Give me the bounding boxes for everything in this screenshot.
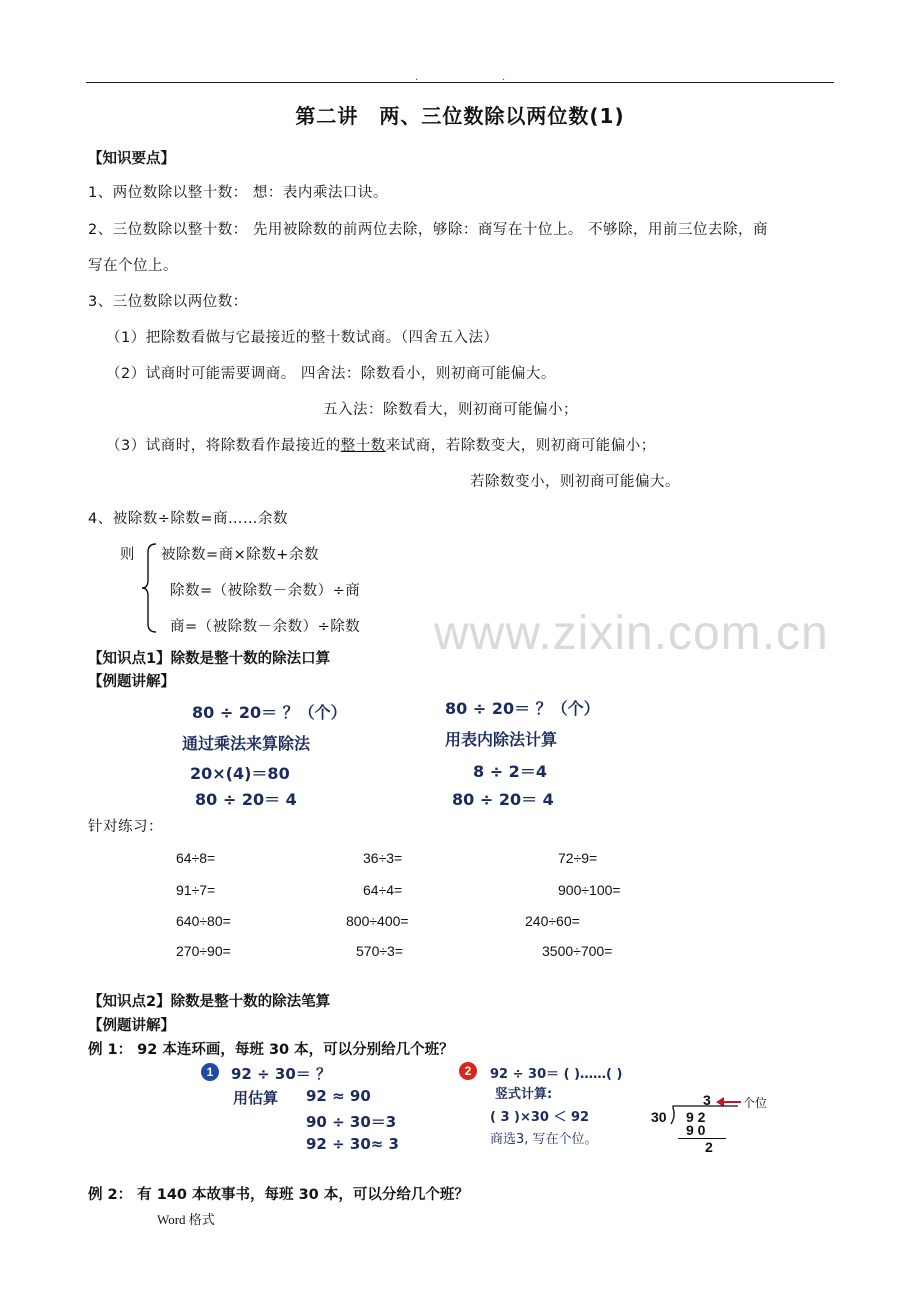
point-3-3-text-post: 来试商，若除数变大，则初商可能偏小； — [385, 438, 656, 454]
point-3-3 — [106, 434, 656, 455]
point-3-2-cont: 五入法：除数看大，则初商可能偏小； — [323, 402, 578, 418]
kp2-example-heading: 【例题讲解】 — [88, 1018, 175, 1034]
practice-item: 270÷90= — [176, 943, 231, 959]
badge-1-icon: 1 — [201, 1063, 219, 1081]
point-3-1: （1）把除数看做与它最接近的整十数试商。（四舍五入法） — [106, 330, 499, 346]
kp1-left-line2: 80 ÷ 20＝ 4 — [195, 790, 297, 809]
point-3-2: （2）试商时可能需要调商。 四舍法：除数看小，则初商可能偏大。 — [106, 366, 556, 382]
long-div-remainder: 2 — [705, 1139, 713, 1155]
point-1: 1、两位数除以整十数： 想：表内乘法口诀。 — [88, 185, 388, 201]
brace-icon — [141, 542, 159, 634]
long-div-divisor: 30 — [651, 1109, 667, 1125]
underlined-term: 整十数 — [340, 438, 386, 454]
practice-item: 570÷3= — [356, 943, 404, 959]
practice-label: 针对练习： — [88, 819, 163, 835]
formula-quotient: 商=（被除数－余数）÷除数 — [170, 619, 361, 635]
then-label: 则 — [120, 547, 135, 563]
header-rule — [86, 82, 834, 83]
knowledge-heading: 【知识要点】 — [88, 151, 175, 167]
kp2-right-question: 92 ÷ 30＝ ( )……( ) — [490, 1067, 623, 1082]
practice-item: 240÷60= — [525, 913, 580, 929]
header-dot: . — [415, 72, 419, 83]
long-div-quotient: 3 — [703, 1092, 711, 1108]
practice-item: 800÷400= — [346, 913, 409, 929]
kp2-left-line3: 92 ÷ 30≈ 3 — [306, 1135, 399, 1153]
kp2-right-line1: ( 3 )×30 ＜ 92 — [490, 1110, 590, 1125]
point-3-3-text: （3）试商时，将除数看作最接近的 — [106, 438, 341, 454]
practice-item: 64÷4= — [363, 882, 403, 898]
kp2-heading: 【知识点2】除数是整十数的除法笔算 — [88, 994, 331, 1010]
practice-item: 64÷8= — [176, 850, 216, 866]
example-2-text: 例 2： 有 140 本故事书，每班 30 本，可以分给几个班？ — [88, 1187, 469, 1203]
long-div-rule — [678, 1138, 726, 1139]
kp1-left-method: 通过乘法来算除法 — [182, 734, 311, 753]
kp2-right-line2: 商选3, 写在个位。 — [490, 1132, 598, 1147]
kp2-right-method: 竖式计算: — [495, 1087, 553, 1102]
kp2-left-method: 用估算 — [233, 1089, 279, 1107]
long-div-note: 个位 — [743, 1096, 768, 1110]
practice-item: 640÷80= — [176, 913, 231, 929]
header-dot: . — [502, 72, 506, 83]
formula-divisor: 除数=（被除数－余数）÷商 — [170, 583, 361, 599]
kp1-right-line2: 80 ÷ 20＝ 4 — [452, 790, 554, 809]
kp1-left-line1: 20×(4)＝80 — [190, 764, 290, 783]
practice-item: 91÷7= — [176, 882, 216, 898]
practice-item: 900÷100= — [558, 882, 621, 898]
practice-item: 72÷9= — [558, 850, 598, 866]
practice-item: 36÷3= — [363, 850, 403, 866]
kp1-right-line1: 8 ÷ 2＝4 — [473, 762, 547, 781]
kp1-right-method: 用表内除法计算 — [445, 730, 558, 749]
point-4: 4、被除数÷除数=商……余数 — [88, 511, 289, 527]
kp1-example-heading: 【例题讲解】 — [88, 674, 175, 690]
point-2-cont: 写在个位上。 — [88, 258, 178, 274]
kp1-heading: 【知识点1】除数是整十数的除法口算 — [88, 651, 331, 667]
footer-label: Word 格式 — [157, 1212, 215, 1227]
formula-dividend: 被除数=商×除数+余数 — [161, 547, 319, 563]
kp2-left-line1: 92 ≈ 90 — [306, 1087, 371, 1105]
kp2-left-line2: 90 ÷ 30＝3 — [306, 1113, 397, 1131]
watermark: www.zixin.com.cn — [434, 607, 829, 660]
long-div-dividend: 9 2 — [686, 1109, 706, 1125]
long-div-product: 9 0 — [686, 1122, 706, 1138]
practice-item: 3500÷700= — [542, 943, 613, 959]
kp2-left-question: 92 ÷ 30＝ ？ — [231, 1065, 331, 1083]
point-3: 3、三位数除以两位数： — [88, 294, 248, 310]
point-3-3-cont: 若除数变小，则初商可能偏大。 — [470, 474, 680, 490]
page-title: 第二讲 两、三位数除以两位数(1) — [295, 104, 625, 128]
badge-2-icon: 2 — [459, 1062, 477, 1080]
example-1-text: 例 1： 92 本连环画，每班 30 本，可以分别给几个班？ — [88, 1042, 454, 1058]
kp1-left-question: 80 ÷ 20＝ ？（个） — [192, 703, 347, 722]
kp1-right-question: 80 ÷ 20＝ ？（个） — [445, 699, 600, 718]
point-2: 2、三位数除以整十数： 先用被除数的前两位去除，够除：商写在十位上。 不够除，用前三位去除，商 — [88, 222, 768, 238]
